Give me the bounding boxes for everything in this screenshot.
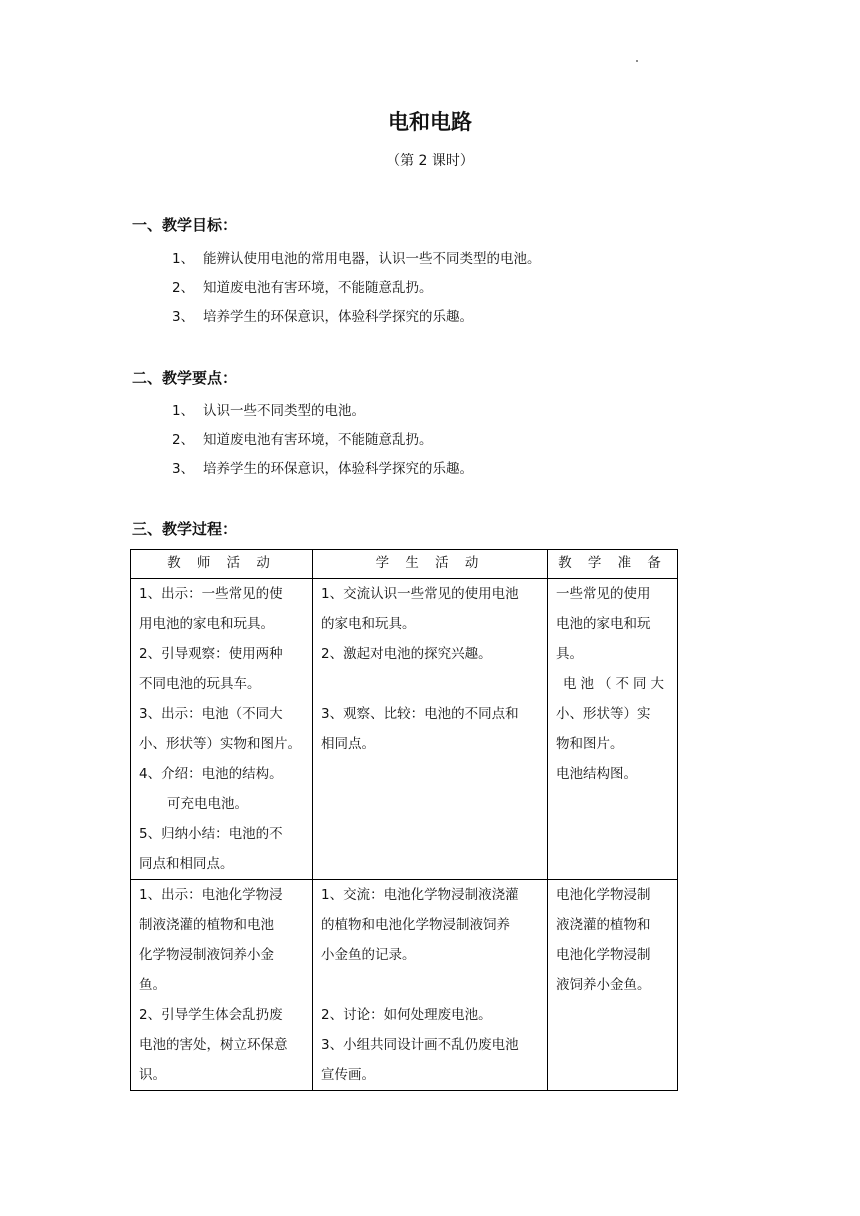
cell-line: 用电池的家电和玩具。	[139, 616, 274, 632]
cell-line: 电池（不同大	[563, 676, 668, 692]
cell-line: 液饲养小金鱼。	[556, 977, 651, 993]
section-heading-process: 三、教学过程：	[132, 520, 238, 538]
cell-line: 制液浇灌的植物和电池	[139, 917, 274, 933]
item-number: 3、	[172, 309, 195, 325]
cell-line: 1、交流：电池化学物浸制液浇灌	[321, 887, 519, 903]
cell-line: 1、出示：电池化学物浸	[139, 887, 283, 903]
cell-line: 4、介绍：电池的结构。	[139, 766, 283, 782]
cell-line: 可充电电池。	[167, 796, 248, 812]
cell-line: 2、引导学生体会乱扔废	[139, 1007, 283, 1023]
cell-line: 相同点。	[321, 736, 375, 752]
cell-line: 2、讨论：如何处理废电池。	[321, 1007, 492, 1023]
item-number: 1、	[172, 403, 195, 419]
keypoint-item	[172, 457, 473, 477]
cell-line: 电池化学物浸制	[556, 887, 651, 903]
cell-line: 小、形状等）实物和图片。	[139, 736, 301, 752]
cell-line: 2、引导观察：使用两种	[139, 646, 283, 662]
objective-item	[172, 276, 433, 296]
teacher-activity-cell	[131, 579, 313, 880]
cell-line: 鱼。	[139, 977, 166, 993]
cell-line: 不同电池的玩具车。	[139, 676, 261, 692]
header-teaching-preparation: 教 学 准 备	[548, 550, 678, 579]
keypoint-item	[172, 428, 433, 448]
item-text: 知道废电池有害环境，不能随意乱扔。	[203, 432, 433, 448]
cell-line: 小、形状等）实	[556, 706, 651, 722]
table-row	[131, 579, 678, 880]
document-title: 电和电路	[388, 110, 472, 134]
cell-line: 1、交流认识一些常见的使用电池	[321, 586, 519, 602]
teaching-preparation-cell	[548, 579, 678, 880]
item-number: 2、	[172, 432, 195, 448]
item-number: 1、	[172, 251, 195, 267]
item-number: 2、	[172, 280, 195, 296]
student-activity-cell	[313, 880, 548, 1091]
header-student-activity: 学 生 活 动	[313, 550, 548, 579]
section-heading-objectives: 一、教学目标：	[132, 216, 238, 234]
cell-line: 液浇灌的植物和	[556, 917, 651, 933]
teaching-process-table	[130, 549, 678, 1091]
keypoint-item	[172, 399, 365, 419]
cell-line: 3、观察、比较：电池的不同点和	[321, 706, 519, 722]
cell-line: 同点和相同点。	[139, 856, 234, 872]
objective-item	[172, 247, 541, 267]
cell-line: 电池的家电和玩	[556, 616, 651, 632]
cell-line: 3、小组共同设计画不乱仍废电池	[321, 1037, 519, 1053]
objective-item	[172, 305, 473, 325]
page-mark-dot	[636, 60, 638, 62]
cell-line: 3、出示：电池（不同大	[139, 706, 283, 722]
item-text: 培养学生的环保意识，体验科学探究的乐趣。	[203, 461, 473, 477]
document-subtitle: （第 2 课时）	[386, 153, 474, 169]
cell-line: 电池化学物浸制	[556, 947, 651, 963]
cell-line: 一些常见的使用	[556, 586, 651, 602]
item-number: 3、	[172, 461, 195, 477]
cell-line: 具。	[556, 646, 583, 662]
teaching-preparation-cell	[548, 880, 678, 1091]
cell-line: 识。	[139, 1067, 166, 1083]
teacher-activity-cell	[131, 880, 313, 1091]
line-gap	[321, 970, 539, 1000]
cell-line: 电池的害处，树立环保意	[139, 1037, 288, 1053]
cell-line: 物和图片。	[556, 736, 624, 752]
table-header-row	[131, 550, 678, 579]
line-gap	[321, 669, 539, 699]
cell-line: 化学物浸制液饲养小金	[139, 947, 274, 963]
cell-line: 电池结构图。	[556, 766, 637, 782]
item-text: 认识一些不同类型的电池。	[203, 403, 365, 419]
section-heading-keypoints: 二、教学要点：	[132, 369, 238, 387]
cell-line: 1、出示：一些常见的使	[139, 586, 283, 602]
cell-line: 的家电和玩具。	[321, 616, 416, 632]
student-activity-cell	[313, 579, 548, 880]
header-teacher-activity: 教 师 活 动	[131, 550, 313, 579]
item-text: 培养学生的环保意识，体验科学探究的乐趣。	[203, 309, 473, 325]
cell-line: 2、激起对电池的探究兴趣。	[321, 646, 492, 662]
cell-line: 5、归纳小结：电池的不	[139, 826, 283, 842]
table-row	[131, 880, 678, 1091]
item-text: 能辨认使用电池的常用电器，认识一些不同类型的电池。	[203, 251, 541, 267]
cell-line: 宣传画。	[321, 1067, 375, 1083]
cell-line: 小金鱼的记录。	[321, 947, 416, 963]
item-text: 知道废电池有害环境，不能随意乱扔。	[203, 280, 433, 296]
cell-line: 的植物和电池化学物浸制液饲养	[321, 917, 510, 933]
